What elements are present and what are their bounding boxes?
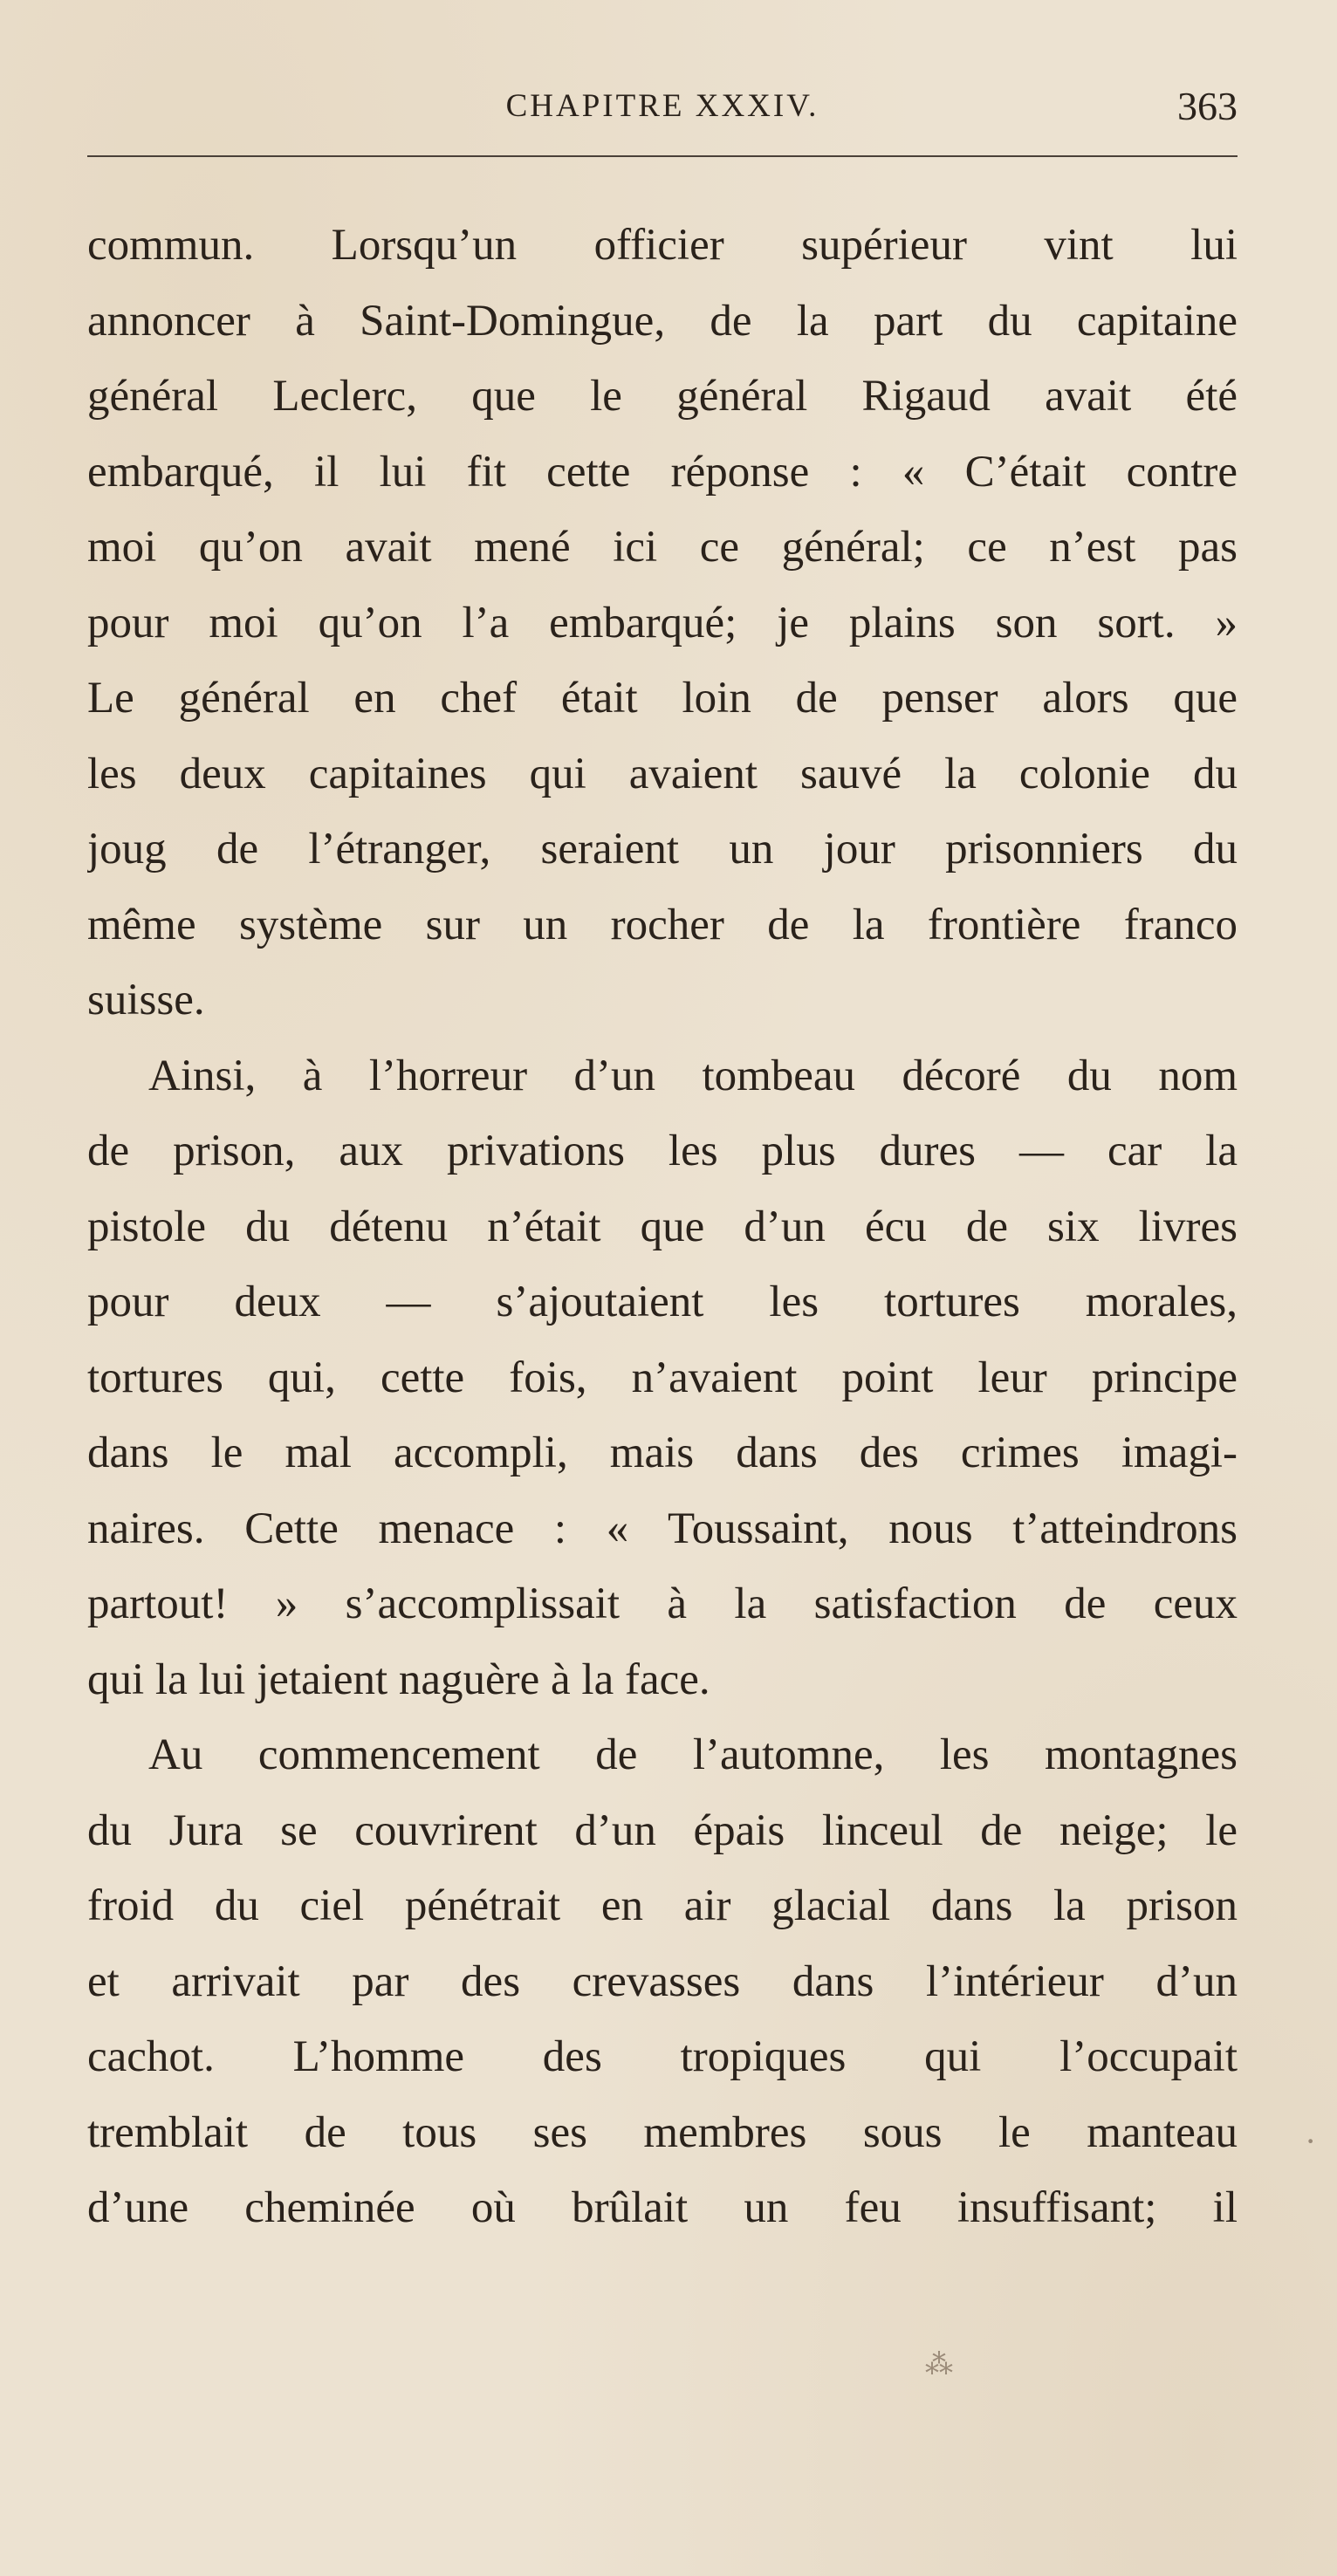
text-line: général Leclerc, que le général Rigaud avait été (87, 372, 1238, 421)
text-line: tremblait de tous ses membres sous le manteau (87, 2107, 1238, 2157)
text-line: Le général en chef était loin de penser alors que (87, 674, 1238, 723)
text-line: suisse. (87, 976, 205, 1024)
ink-blot-icon: ⁂ (925, 2348, 953, 2380)
page-number: 363 (1177, 84, 1238, 128)
text-line: annoncer à Saint-Domingue, de la part du capitaine (87, 296, 1238, 346)
chapter-title: CHAPITRE XXXIV. (505, 88, 819, 124)
text-line: froid du ciel pénétrait en air glacial dans la prison (87, 1881, 1238, 1930)
text-line: joug de l’étranger, seraient un jour prisonniers du (87, 825, 1238, 874)
text-line: d’une cheminée où brûlait un feu insuffisant; il (87, 2183, 1238, 2232)
paragraph-start-line: Ainsi, à l’horreur d’un tombeau décoré du nom (148, 1051, 1238, 1100)
body-text (87, 208, 1238, 2246)
paragraph-start-line: Au commencement de l’automne, les montagnes (148, 1730, 1238, 1779)
text-line: cachot. L’homme des tropiques qui l’occupait (87, 2032, 1238, 2081)
speck-mark-icon: · (1305, 2121, 1317, 2161)
text-line: tortures qui, cette fois, n’avaient point leur principe (87, 1353, 1238, 1402)
text-line: naires. Cette menace : « Toussaint, nous t’atteindrons (87, 1504, 1238, 1553)
text-line: embarqué, il lui fit cette réponse : « C’était contre (87, 447, 1238, 497)
text-line: pour deux — s’ajoutaient les tortures morales, (87, 1278, 1238, 1326)
text-line: les deux capitaines qui avaient sauvé la colonie du (87, 749, 1238, 798)
text-line: commun. Lorsqu’un officier supérieur vint lui (87, 221, 1238, 270)
text-line: dans le mal accompli, mais dans des crimes imagi- (87, 1428, 1238, 1477)
text-line: pour moi qu’on l’a embarqué; je plains son sort. » (87, 598, 1238, 647)
text-line: qui la lui jetaient naguère à la face. (87, 1655, 710, 1704)
text-line: et arrivait par des crevasses dans l’intérieur d’un (87, 1956, 1238, 2006)
text-line: même système sur un rocher de la frontière franco (87, 900, 1238, 949)
text-line: de prison, aux privations les plus dures — car la (87, 1127, 1238, 1175)
text-line: du Jura se couvrirent d’un épais linceul de neige; le (87, 1805, 1238, 1855)
header-rule (87, 155, 1238, 157)
text-line: moi qu’on avait mené ici ce général; ce n’est pas (87, 523, 1238, 572)
text-line: pistole du détenu n’était que d’un écu de six livres (87, 1202, 1238, 1251)
text-line: partout! » s’accomplissait à la satisfaction de ceux (87, 1579, 1238, 1628)
running-header (87, 80, 1238, 133)
